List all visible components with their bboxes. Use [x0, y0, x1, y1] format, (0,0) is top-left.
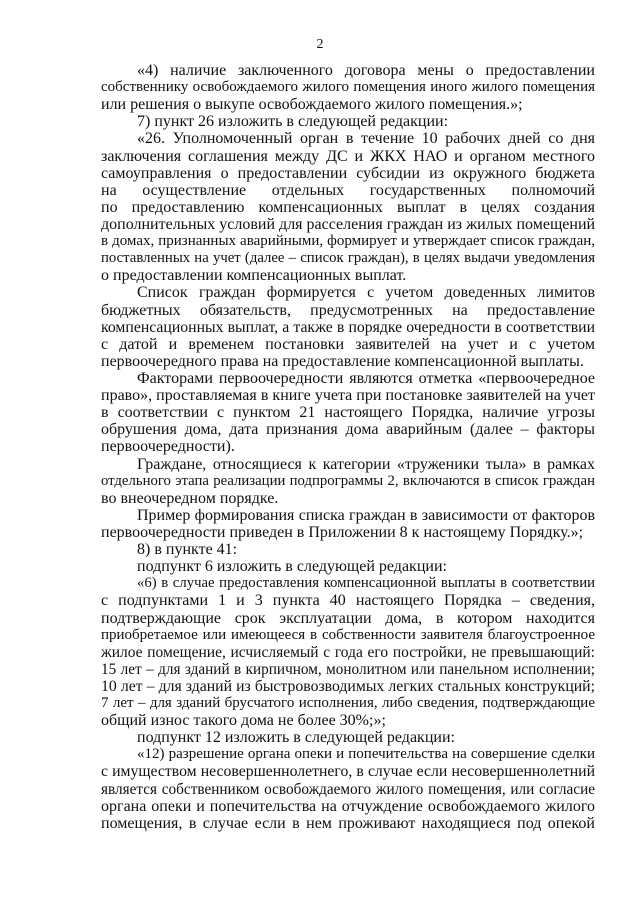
- text-line: заключения соглашения между ДС и ЖКХ НАО и органом местного: [101, 147, 595, 165]
- text-line: подпункт 6 изложить в следующей редакции:: [137, 558, 447, 576]
- text-line: с имуществом несовершеннолетнего, в случае если несовершеннолетний: [101, 763, 595, 781]
- text-line: подтверждающие срок эксплуатации дома, в котором находится: [101, 609, 595, 627]
- text-line: подпункт 12 изложить в следующей редакции:: [137, 729, 455, 747]
- text-line: о предоставлении компенсационных выплат.: [101, 267, 407, 285]
- text-line: с подпунктами 1 и 3 пункта 40 настоящего Порядка – сведения,: [101, 592, 595, 610]
- text-line: право», проставляемая в книге учета при постановке заявителей на учет: [101, 387, 595, 405]
- text-line: с датой и временем постановки заявителей на учет и с учетом: [101, 335, 595, 353]
- text-line: бюджетных обязательств, предусмотренных на предоставление: [101, 301, 595, 319]
- text-line: жилое помещение, исчисляемый с года его постройки, не превышающий:: [101, 643, 595, 661]
- text-line: отдельного этапа реализации подпрограммы 2, включаются в список граждан: [101, 472, 595, 489]
- text-line: первоочередности).: [101, 438, 235, 456]
- text-line: 7) пункт 26 изложить в следующей редакции:: [137, 113, 449, 131]
- text-line: собственнику освобождаемого жилого помещения иного жилого помещения: [101, 79, 595, 96]
- text-line: поставленных на учет (далее – список граждан), в целях выдачи уведомления: [101, 250, 595, 267]
- text-line: 8) в пункте 41:: [137, 541, 238, 559]
- text-line: компенсационных выплат, а также в порядке очередности в соответствии: [101, 318, 595, 336]
- text-line: помещения, в случае если в нем проживают находящиеся под опекой: [101, 814, 595, 832]
- text-line: в соответствии с пунктом 21 настоящего Порядка, наличие угрозы: [101, 404, 595, 422]
- text-line: первоочередного права на предоставление компенсационной выплаты.: [101, 352, 584, 370]
- text-line: 10 лет – для зданий из быстровозводимых легких стальных конструкций;: [101, 677, 595, 695]
- text-line: 7 лет – для зданий брусчатого исполнения, либо сведения, подтверждающие: [101, 695, 595, 712]
- text-line: по предоставлению компенсационных выплат в целях создания: [101, 198, 595, 216]
- text-line: органа опеки и попечительства на отчуждение освобождаемого жилого: [101, 797, 595, 815]
- text-line: является собственником освобождаемого жилого помещения, или согласие: [101, 780, 595, 798]
- text-line: в домах, признанных аварийными, формирует и утверждает список граждан,: [101, 233, 595, 250]
- text-line: «26. Уполномоченный орган в течение 10 рабочих дней со дня: [137, 130, 595, 148]
- text-line: «6) в случае предоставления компенсационной выплаты в соответствии: [137, 575, 595, 592]
- text-line: во внеочередном порядке.: [101, 489, 279, 507]
- text-line: общий износ такого дома не более 30%;»;: [101, 712, 386, 730]
- text-line: приобретаемое или имеющееся в собственности заявителя благоустроенное: [101, 626, 595, 643]
- document-body: [101, 62, 595, 832]
- text-line: Пример формирования списка граждан в зависимости от факторов: [137, 506, 595, 524]
- text-line: обрушения дома, дата признания дома аварийным (далее – факторы: [101, 421, 595, 439]
- text-line: 15 лет – для зданий в кирпичном, монолитном или панельном исполнении;: [101, 660, 595, 678]
- text-line: «12) разрешение органа опеки и попечительства на совершение сделки: [137, 746, 595, 763]
- page-number: 2: [316, 37, 324, 52]
- text-line: дополнительных условий для расселения граждан из жилых помещений: [101, 215, 596, 233]
- text-line: Граждане, относящиеся к категории «труженики тыла» в рамках: [137, 455, 595, 473]
- text-line: на осуществление отдельных государственных полномочий: [101, 181, 595, 199]
- text-line: первоочередности приведен в Приложении 8 к настоящему Порядку.»;: [101, 523, 584, 541]
- text-line: «4) наличие заключенного договора мены о предоставлении: [137, 62, 595, 79]
- text-line: самоуправления о предоставлении субсидии из окружного бюджета: [101, 164, 595, 182]
- text-line: Список граждан формируется с учетом доведенных лимитов: [137, 284, 595, 302]
- text-line: или решения о выкупе освобождаемого жилого помещения.»;: [101, 96, 523, 114]
- text-line: Факторами первоочередности являются отметка «первоочередное: [137, 369, 595, 387]
